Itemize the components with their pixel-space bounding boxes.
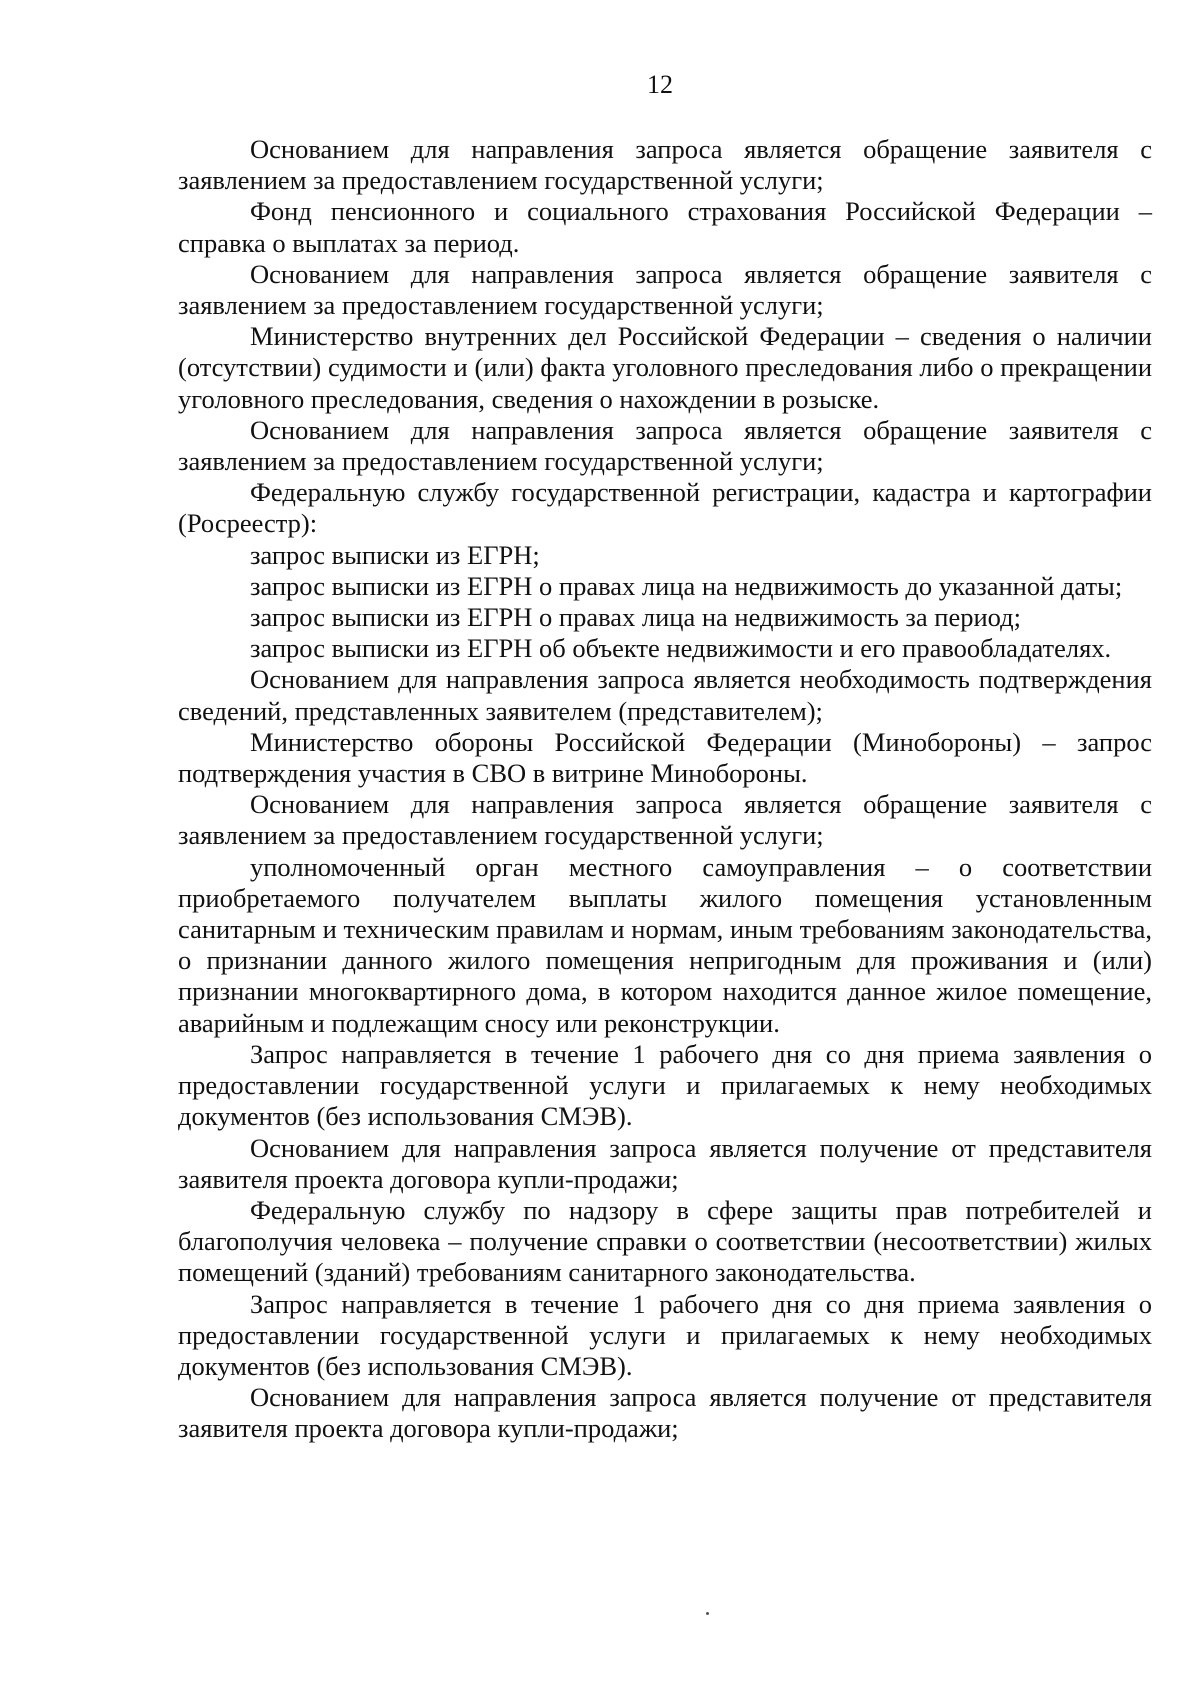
document-body xyxy=(178,134,1152,1445)
paragraph: Основанием для направления запроса является обращение заявителя с заявлением за предоставлением государственной услуги; xyxy=(178,414,1152,477)
paragraph: Министерство обороны Российской Федерации (Минобороны) – запрос подтверждения участия в СВО в витрине Минобороны. xyxy=(178,726,1152,789)
paragraph: Запрос направляется в течение 1 рабочего дня со дня приема заявления о предоставлении государственной услуги и прилагаемых к нему необходимых документов (без использования СМЭВ). xyxy=(178,1288,1152,1381)
paragraph: Запрос направляется в течение 1 рабочего дня со дня приема заявления о предоставлении государственной услуги и прилагаемых к нему необходимых документов (без использования СМЭВ). xyxy=(178,1038,1152,1132)
paragraph: Федеральную службу по надзору в сфере защиты прав потребителей и благополучия человека – получение справки о соответствии (несоответствии) жилых помещений (зданий) требованиям санитарного законодательства. xyxy=(178,1194,1152,1288)
scan-artifact-dot xyxy=(706,1612,709,1615)
paragraph: запрос выписки из ЕГРН об объекте недвижимости и его правообладателях. xyxy=(250,633,1112,664)
paragraph: Федеральную службу государственной регистрации, кадастра и картографии (Росреестр): xyxy=(178,477,1152,539)
page-number: 12 xyxy=(647,70,673,99)
paragraph: Основанием для направления запроса является обращение заявителя с заявлением за предоставлением государственной услуги; xyxy=(178,789,1152,851)
paragraph: Фонд пенсионного и социального страхования Российской Федерации – справка о выплатах за период. xyxy=(178,196,1152,258)
paragraph: запрос выписки из ЕГРН о правах лица на недвижимость за период; xyxy=(250,602,1021,633)
paragraph: Основанием для направления запроса является обращение заявителя с заявлением за предоставлением государственной услуги; xyxy=(178,258,1152,321)
paragraph: запрос выписки из ЕГРН о правах лица на недвижимость до указанной даты; xyxy=(250,570,1123,601)
paragraph: Основанием для направления запроса является обращение заявителя с заявлением за предоставлением государственной услуги; xyxy=(178,134,1152,196)
paragraph: Министерство внутренних дел Российской Федерации – сведения о наличии (отсутствии) судимости и (или) факта уголовного преследования либо о прекращении уголовного преследования, сведения о нахождении в розыске. xyxy=(178,321,1152,414)
paragraph: Основанием для направления запроса является необходимость подтверждения сведений, представленных заявителем (представителем); xyxy=(178,664,1152,726)
paragraph: уполномоченный орган местного самоуправления – о соответствии приобретаемого получателем выплаты жилого помещения установленным санитарным и техническим правилам и нормам, иным требованиям законодательства, о признании данного жилого помещения непригодным для проживания и (или) признании многоквартирного дома, в котором находится данное жилое помещение, аварийным и подлежащим сносу или реконструкции. xyxy=(178,851,1152,1038)
paragraph: Основанием для направления запроса является получение от представителя заявителя проекта договора купли-продажи; xyxy=(178,1132,1152,1194)
paragraph: запрос выписки из ЕГРН; xyxy=(250,539,540,570)
paragraph: Основанием для направления запроса является получение от представителя заявителя проекта договора купли-продажи; xyxy=(178,1382,1152,1444)
